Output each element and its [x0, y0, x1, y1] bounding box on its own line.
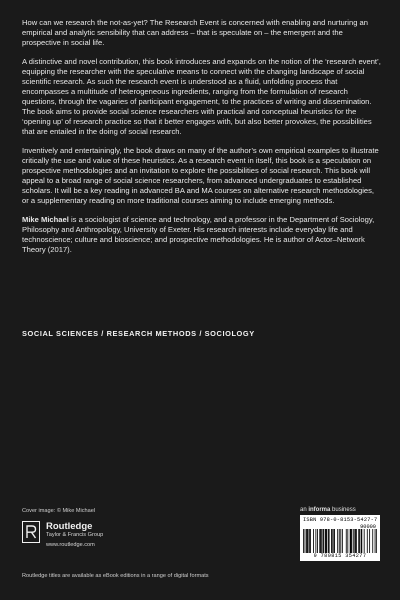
barcode-bar [309, 529, 310, 553]
ebook-note: Routledge titles are available as eBook editions in a range of digital formats [22, 573, 209, 579]
barcode-bar [332, 529, 333, 553]
barcode-bar [317, 529, 318, 553]
barcode-bar [350, 529, 351, 553]
barcode-bar [322, 529, 323, 553]
barcode-bar [307, 529, 308, 553]
publisher-text [46, 521, 103, 549]
isbn-barcode [300, 515, 380, 561]
publisher-group: Taylor & Francis Group [46, 532, 104, 538]
informa-business-label [300, 507, 356, 513]
barcode-bar [372, 529, 373, 553]
blurb-paragraph-2: A distinctive and novel contribution, this book introduces and expands on the notion of the ‘research event’, equipping the researcher with the speculative means to connect with the changing landscape of social scientific research. As such the research event is understood as a fluid, unfolding process that encompasses a multitude of heterogeneous ingredients, ranging from the formulation of research questions, through the vagaries of participant engagement, to the practices of writing and dissemination. The book aims to provide social science researchers with practical and conceptual heuristics for the ‘opening up’ of research practice so that it better engages with, but also better provokes, the possibilities that are entailed in the doing of social research. [22, 57, 381, 136]
barcode-bar [361, 529, 362, 553]
blurb-paragraph-1: How can we research the not-as-yet? The Research Event is concerned with enabling and nurturing an empirical and analytic sensibility that can address – that is speculate on – the emergent and the prospective in social life. [22, 18, 368, 47]
routledge-logo-icon [22, 521, 40, 543]
publisher-website[interactable]: www.routledge.com [46, 542, 95, 548]
barcode-bar [355, 529, 356, 553]
barcode-bar [320, 529, 321, 553]
barcode-bar [353, 529, 354, 553]
blurb-paragraph-3: Inventively and entertainingly, the book draws on many of the author’s own empirical examples to illustrate critically the use and value of these heuristics. As a research event in itself, this book is a speculation on prospective methodologies and an invitation to explore the possibilities of social research. This book will appeal to a broad range of social science researchers, from advanced undergraduates to established scholars. It will be a key reading in advanced BA and MA courses on alternative research methodologies, or a supplementary reading on more traditional courses aiming to include emerging methods. [22, 146, 379, 205]
barcode-bar [333, 529, 334, 553]
barcode-bar [329, 529, 330, 553]
barcode-bar [351, 529, 352, 553]
barcode-bar [325, 529, 326, 553]
barcode-bar [367, 529, 368, 553]
barcode-bar [340, 529, 341, 553]
informa-suffix: business [330, 507, 356, 513]
barcode-bar [339, 529, 340, 553]
barcode-bar [358, 529, 359, 553]
barcode-bar [326, 529, 327, 553]
barcode-bar [337, 529, 338, 553]
barcode-bar [359, 529, 360, 553]
barcode-bar [305, 529, 306, 553]
barcode-bar [315, 529, 316, 553]
cover-image-credit: Cover image: © Mike Michael [22, 508, 96, 514]
barcode-bar [364, 529, 365, 553]
barcode-bar [303, 529, 304, 553]
barcode-bar [354, 529, 355, 553]
barcode-bar [326, 529, 327, 553]
barcode-bar [369, 529, 370, 553]
blurb [22, 18, 382, 264]
barcode-bar [334, 529, 335, 553]
informa-prefix: an [300, 507, 309, 513]
barcode-bar [361, 529, 362, 553]
barcode-bar [376, 529, 377, 553]
barcode-bar [351, 529, 352, 553]
publisher-name: Routledge [46, 521, 93, 532]
publisher-block [22, 521, 103, 549]
barcode-bar [375, 529, 376, 553]
barcode-digits: 9 780815 354277 [313, 553, 367, 559]
price-code: 90000 [360, 524, 376, 530]
informa-brand: informa [308, 507, 331, 513]
author-bio: is a sociologist of science and technology, and a professor in the Department of Sociology, Philosophy and Anthropology, University of Exeter. His research interests include everyday life and technoscience; culture and bioscience; and prospective methodologies. He is author of Actor–Network Theory (2017). [22, 215, 375, 254]
barcode-bar [308, 529, 309, 553]
isbn-label: ISBN 978-0-8153-5427-7 [303, 517, 378, 523]
barcode-bars [303, 529, 377, 553]
barcode-bar [346, 529, 347, 553]
barcode-bar [331, 529, 332, 553]
author-name: Mike Michael [22, 215, 69, 224]
barcode-bar [321, 529, 322, 553]
barcode-bar [319, 529, 320, 553]
barcode-bar [347, 529, 348, 553]
barcode-bar [356, 529, 357, 553]
author-bio-block [22, 215, 382, 255]
barcode-bar [313, 529, 314, 553]
barcode-bar [328, 529, 329, 553]
subject-categories: SOCIAL SCIENCES / RESEARCH METHODS / SOCIOLOGY [22, 329, 255, 338]
barcode-bar [323, 529, 324, 553]
barcode-bar [342, 529, 343, 553]
barcode-bar [306, 529, 307, 553]
barcode-bar [310, 529, 311, 553]
